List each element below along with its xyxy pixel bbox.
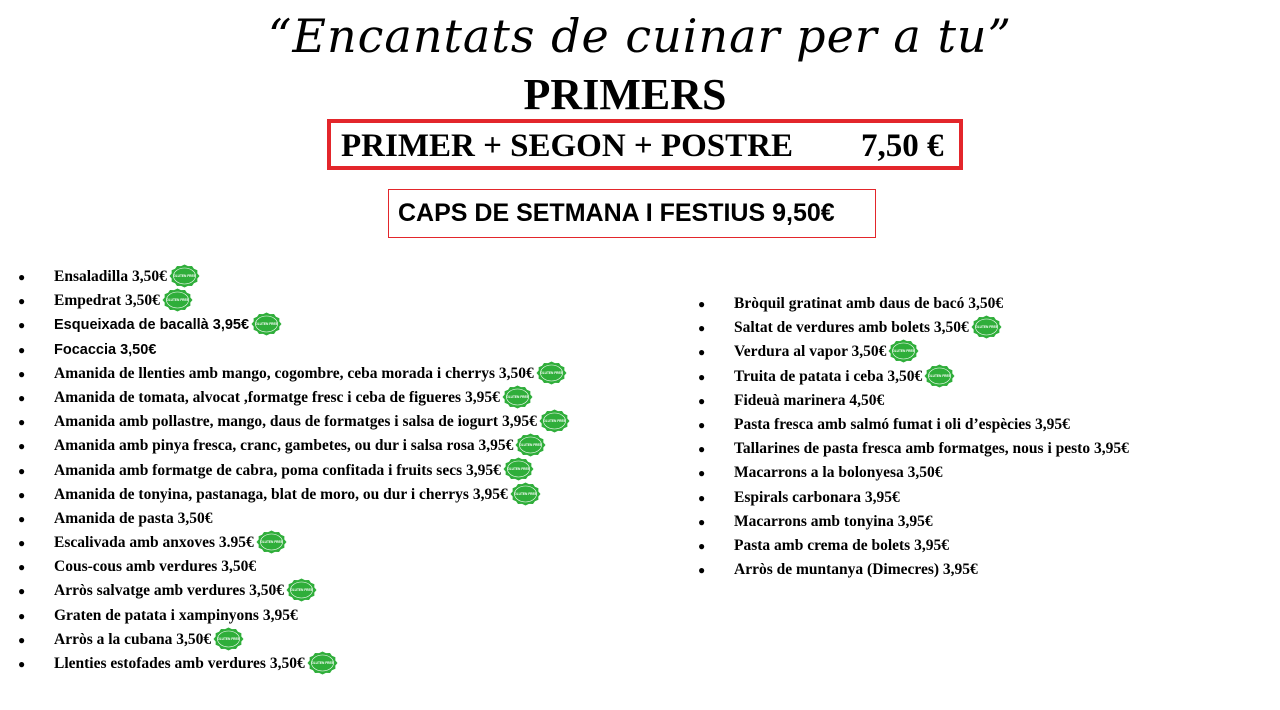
gluten-free-badge-icon — [286, 578, 317, 602]
gluten-free-badge-icon — [515, 433, 546, 457]
menu-item — [698, 510, 1129, 534]
menu-item-label: Amanida amb formatge de cabra, poma confitada i fruits secs 3,95€ — [54, 461, 501, 479]
svg-text:GLUTEN FREE: GLUTEN FREE — [507, 467, 530, 472]
menu-item-label: Amanida de pasta 3,50€ — [54, 509, 213, 527]
svg-text:GLUTEN FREE: GLUTEN FREE — [260, 540, 283, 545]
menu-item — [18, 265, 570, 289]
menu-item — [18, 579, 570, 603]
bullet-icon: ● — [18, 608, 26, 623]
menu-item — [18, 628, 570, 652]
menu-item-label: Verdura al vapor 3,50€ — [734, 343, 887, 361]
bullet-icon: ● — [698, 417, 706, 432]
menu-item-label: Pasta fresca amb salmó fumat i oli d’espècies 3,95€ — [734, 415, 1070, 433]
bullet-icon: ● — [18, 511, 26, 526]
svg-text:GLUTEN FREE: GLUTEN FREE — [506, 395, 529, 400]
menu-item-label: Arròs a la cubana 3,50€ — [54, 630, 212, 648]
menu-item — [18, 338, 570, 362]
bullet-icon: ● — [698, 490, 706, 505]
bullet-icon: ● — [18, 390, 26, 405]
menu-item — [698, 558, 1129, 582]
gluten-free-badge-icon — [307, 651, 338, 675]
gluten-free-badge-icon — [213, 627, 244, 651]
menu-item — [18, 555, 570, 579]
menu-item-label: Amanida amb pinya fresca, cranc, gambetes, ou dur i salsa rosa 3,95€ — [54, 437, 514, 455]
menu-item-label: Escalivada amb anxoves 3.95€ — [54, 534, 254, 552]
menu-item — [698, 365, 1129, 389]
menu-item — [18, 531, 570, 555]
menu-item — [18, 483, 570, 507]
bullet-icon: ● — [698, 345, 706, 360]
page-title: PRIMERS — [523, 70, 727, 119]
gluten-free-badge-icon — [169, 264, 200, 288]
bullet-icon: ● — [18, 584, 26, 599]
bullet-icon: ● — [698, 321, 706, 336]
menu-item-label: Esqueixada de bacallà 3,95€ — [54, 317, 250, 334]
bullet-icon: ● — [698, 514, 706, 529]
menu-item — [18, 652, 570, 676]
menu-item — [698, 389, 1129, 413]
svg-text:GLUTEN FREE: GLUTEN FREE — [310, 661, 334, 666]
svg-text:GLUTEN FREE: GLUTEN FREE — [173, 274, 196, 279]
bullet-icon: ● — [18, 294, 26, 309]
gluten-free-badge-icon — [162, 288, 193, 312]
menu-item-label: Bròquil gratinat amb daus de bacó 3,50€ — [734, 295, 1004, 312]
gluten-free-badge-icon — [536, 361, 567, 385]
bullet-icon: ● — [18, 487, 26, 502]
bullet-icon: ● — [18, 439, 26, 454]
weekend-price-box: CAPS DE SETMANA I FESTIUS 9,50€ — [388, 189, 876, 238]
menu-price: 7,50 € — [861, 128, 944, 164]
bullet-icon: ● — [18, 415, 26, 430]
bullet-icon: ● — [698, 369, 706, 384]
svg-text:GLUTEN FREE: GLUTEN FREE — [166, 298, 189, 303]
menu-item-label: Amanida amb pollastre, mango, daus de formatges i salsa de iogurt 3,95€ — [54, 413, 537, 431]
menu-item-label: Espirals carbonara 3,95€ — [734, 488, 900, 506]
bullet-icon: ● — [18, 560, 26, 575]
gluten-free-badge-icon — [539, 409, 570, 433]
gluten-free-badge-icon — [888, 339, 919, 363]
svg-text:GLUTEN FREE: GLUTEN FREE — [290, 588, 313, 593]
menu-item — [698, 316, 1129, 340]
menu-item — [18, 289, 570, 313]
bullet-icon: ● — [698, 393, 706, 408]
menu-item — [18, 313, 570, 337]
svg-text:GLUTEN FREE: GLUTEN FREE — [892, 349, 916, 354]
menu-combo-label: PRIMER + SEGON + POSTRE — [341, 128, 793, 164]
menu-item — [698, 534, 1129, 558]
menu-item-label: Arròs salvatge amb verdures 3,50€ — [54, 582, 285, 600]
menu-slogan: “Encantats de cuinar per a tu” — [267, 9, 1013, 63]
menu-item-label: Amanida de tomata, alvocat ,formatge fresc i ceba de figueres 3,95€ — [54, 388, 500, 406]
gluten-free-badge-icon — [924, 364, 955, 388]
bullet-icon: ● — [18, 270, 26, 284]
menu-item-label: Focaccia 3,50€ — [54, 341, 157, 358]
svg-text:GLUTEN FREE: GLUTEN FREE — [543, 419, 566, 424]
menu-item-label: Graten de patata i xampinyons 3,95€ — [54, 606, 298, 624]
menu-item — [18, 507, 570, 531]
bullet-icon: ● — [18, 657, 26, 671]
menu-item-label: Truita de patata i ceba 3,50€ — [734, 367, 923, 385]
menu-item-label: Ensaladilla 3,50€ — [54, 268, 167, 285]
bullet-icon: ● — [698, 442, 706, 457]
menu-item-label: Macarrons amb tonyina 3,95€ — [734, 512, 933, 530]
menu-item-label: Llenties estofades amb verdures 3,50€ — [54, 655, 305, 672]
gluten-free-badge-icon — [502, 385, 533, 409]
starters-list-left — [18, 265, 570, 676]
menu-item-label: Macarrons a la bolonyesa 3,50€ — [734, 464, 943, 482]
menu-item-label: Pasta amb crema de bolets 3,95€ — [734, 536, 949, 554]
gluten-free-badge-icon — [971, 315, 1002, 339]
bullet-icon: ● — [18, 632, 26, 647]
gluten-free-badge-icon — [503, 457, 534, 481]
menu-item — [18, 434, 570, 458]
menu-item-label: Arròs de muntanya (Dimecres) 3,95€ — [734, 561, 978, 579]
menu-item-label: Tallarines de pasta fresca amb formatges, nous i pesto 3,95€ — [734, 440, 1129, 458]
bullet-icon: ● — [18, 463, 26, 478]
svg-text:GLUTEN FREE: GLUTEN FREE — [975, 325, 998, 330]
svg-text:GLUTEN FREE: GLUTEN FREE — [513, 491, 537, 496]
svg-text:GLUTEN FREE: GLUTEN FREE — [928, 373, 952, 378]
svg-text:GLUTEN FREE: GLUTEN FREE — [540, 370, 563, 375]
bullet-icon: ● — [18, 318, 26, 333]
menu-item — [698, 413, 1129, 437]
menu-item — [18, 386, 570, 410]
gluten-free-badge-icon — [256, 530, 287, 554]
bullet-icon: ● — [698, 563, 706, 578]
svg-text:GLUTEN FREE: GLUTEN FREE — [217, 636, 240, 641]
menu-item — [18, 410, 570, 434]
menu-item-label: Cous-cous amb verdures 3,50€ — [54, 558, 257, 576]
gluten-free-badge-icon — [510, 482, 541, 506]
menu-item — [698, 437, 1129, 461]
bullet-icon: ● — [18, 366, 26, 381]
gluten-free-badge-icon — [251, 312, 282, 336]
menu-item — [698, 461, 1129, 485]
menu-item — [698, 292, 1129, 316]
menu-item-label: Empedrat 3,50€ — [54, 292, 160, 310]
menu-item — [18, 362, 570, 386]
svg-text:GLUTEN FREE: GLUTEN FREE — [519, 443, 543, 448]
bullet-icon: ● — [698, 297, 706, 311]
starters-list-right — [698, 292, 1129, 582]
menu-item-label: Amanida de llenties amb mango, cogombre, ceba morada i cherrys 3,50€ — [54, 364, 534, 382]
svg-text:GLUTEN FREE: GLUTEN FREE — [255, 322, 278, 327]
menu-item — [18, 459, 570, 483]
menu-item-label: Amanida de tonyina, pastanaga, blat de moro, ou dur i cherrys 3,95€ — [54, 485, 508, 503]
menu-price-box — [327, 119, 963, 170]
bullet-icon: ● — [698, 466, 706, 481]
menu-item — [698, 340, 1129, 364]
bullet-icon: ● — [698, 538, 706, 553]
bullet-icon: ● — [18, 536, 26, 551]
menu-item-label: Fideuà marinera 4,50€ — [734, 391, 885, 409]
menu-item — [18, 604, 570, 628]
menu-item — [698, 486, 1129, 510]
bullet-icon: ● — [18, 342, 26, 357]
menu-item-label: Saltat de verdures amb bolets 3,50€ — [734, 319, 969, 337]
